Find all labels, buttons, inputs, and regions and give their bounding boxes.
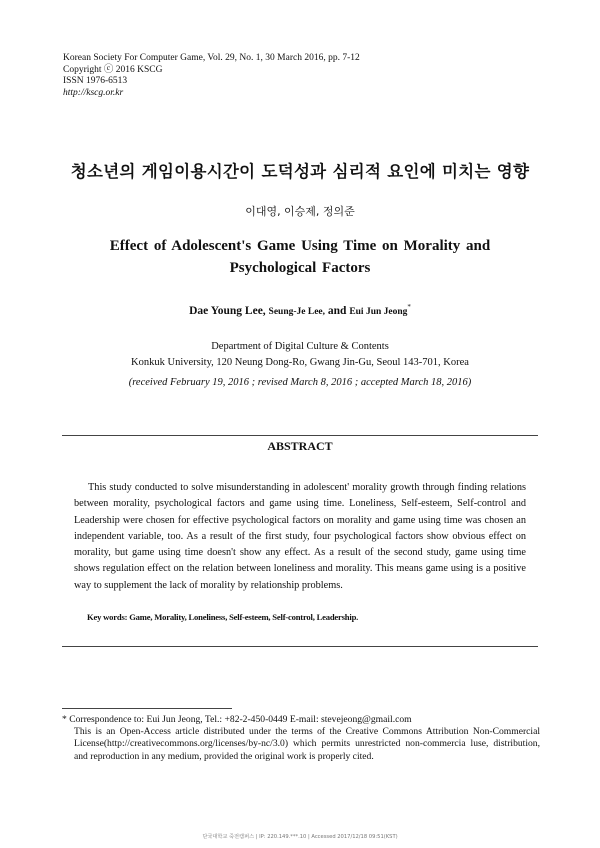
license-note: This is an Open-Access article distributed under the terms of the Creative Commons Attribution Non-Commercial License(http://creativecommons.org/licenses/by-nc/3.0) which permits unrestricted non-commercia luse, distribution, and reproduction in any medium, provided the original work is properly cited. (74, 726, 540, 762)
abstract-top-rule (62, 435, 538, 436)
copyright: Copyright ⓒ 2016 KSCG (63, 64, 163, 75)
korean-title: 청소년의 게임이용시간이 도덕성과 심리적 요인에 미치는 영향 (70, 162, 530, 181)
author-2: Seung-Je Lee, (268, 306, 326, 317)
abstract-bottom-rule (62, 646, 538, 647)
correspondence-note: * Correspondence to: Eui Jun Jeong, Tel.: +82-2-450-0449 E-mail: stevejeong@gmail.com (62, 714, 412, 725)
footnote-rule (62, 708, 232, 709)
download-stamp: 단국대학교 죽전캠퍼스 | IP: 220.149.***.10 | Accessed 2017/12/18 09:51(KST) (202, 834, 398, 840)
author-3: Eui Jun Jeong (349, 306, 408, 317)
submission-dates: (received February 19, 2016 ; revised March 8, 2016 ; accepted March 18, 2016) (128, 377, 472, 388)
english-title: Effect of Adolescent's Game Using Time on Morality and Psychological Factors (109, 238, 491, 276)
abstract-heading: ABSTRACT (267, 439, 333, 453)
issn: ISSN 1976-6513 (63, 76, 128, 86)
english-authors (0, 303, 600, 317)
journal-url[interactable]: http://kscg.or.kr (63, 87, 124, 98)
journal-citation: Korean Society For Computer Game, Vol. 29, No. 1, 30 March 2016, pp. 7-12 (63, 53, 360, 63)
footnote (62, 714, 540, 763)
korean-authors: 이대영, 이승제, 정의준 (245, 205, 355, 218)
author-1: Dae Young Lee, (189, 304, 266, 317)
corresponding-mark: * (407, 303, 411, 311)
journal-header (63, 53, 360, 99)
abstract-body: This study conducted to solve misunderstanding in adolescent' morality growth through finding relations between morality, psychological factors and game using time. Loneliness, Self-esteem, Self-control and Leadership were chosen for effective psychological factors on morality and game using time was chosen an independent variable, too. As a result of the first study, four psychological factors show obvious effect on morality, but game using time doesn't show any effect. As a result of the second study, game using time shows regulation effect on the relation between loneliness and morality. This means game using is a positive way to supplement the lack of morality by relationship problems. (74, 482, 526, 591)
affiliation-dept: Department of Digital Culture & Contents (211, 341, 389, 352)
author-and: and (327, 304, 347, 317)
affiliation-address: Konkuk University, 120 Neung Dong-Ro, Gwang Jin-Gu, Seoul 143-701, Korea (131, 356, 469, 368)
keywords: Key words: Game, Morality, Loneliness, Self-esteem, Self-control, Leadership. (87, 612, 359, 622)
affiliation (0, 339, 600, 370)
